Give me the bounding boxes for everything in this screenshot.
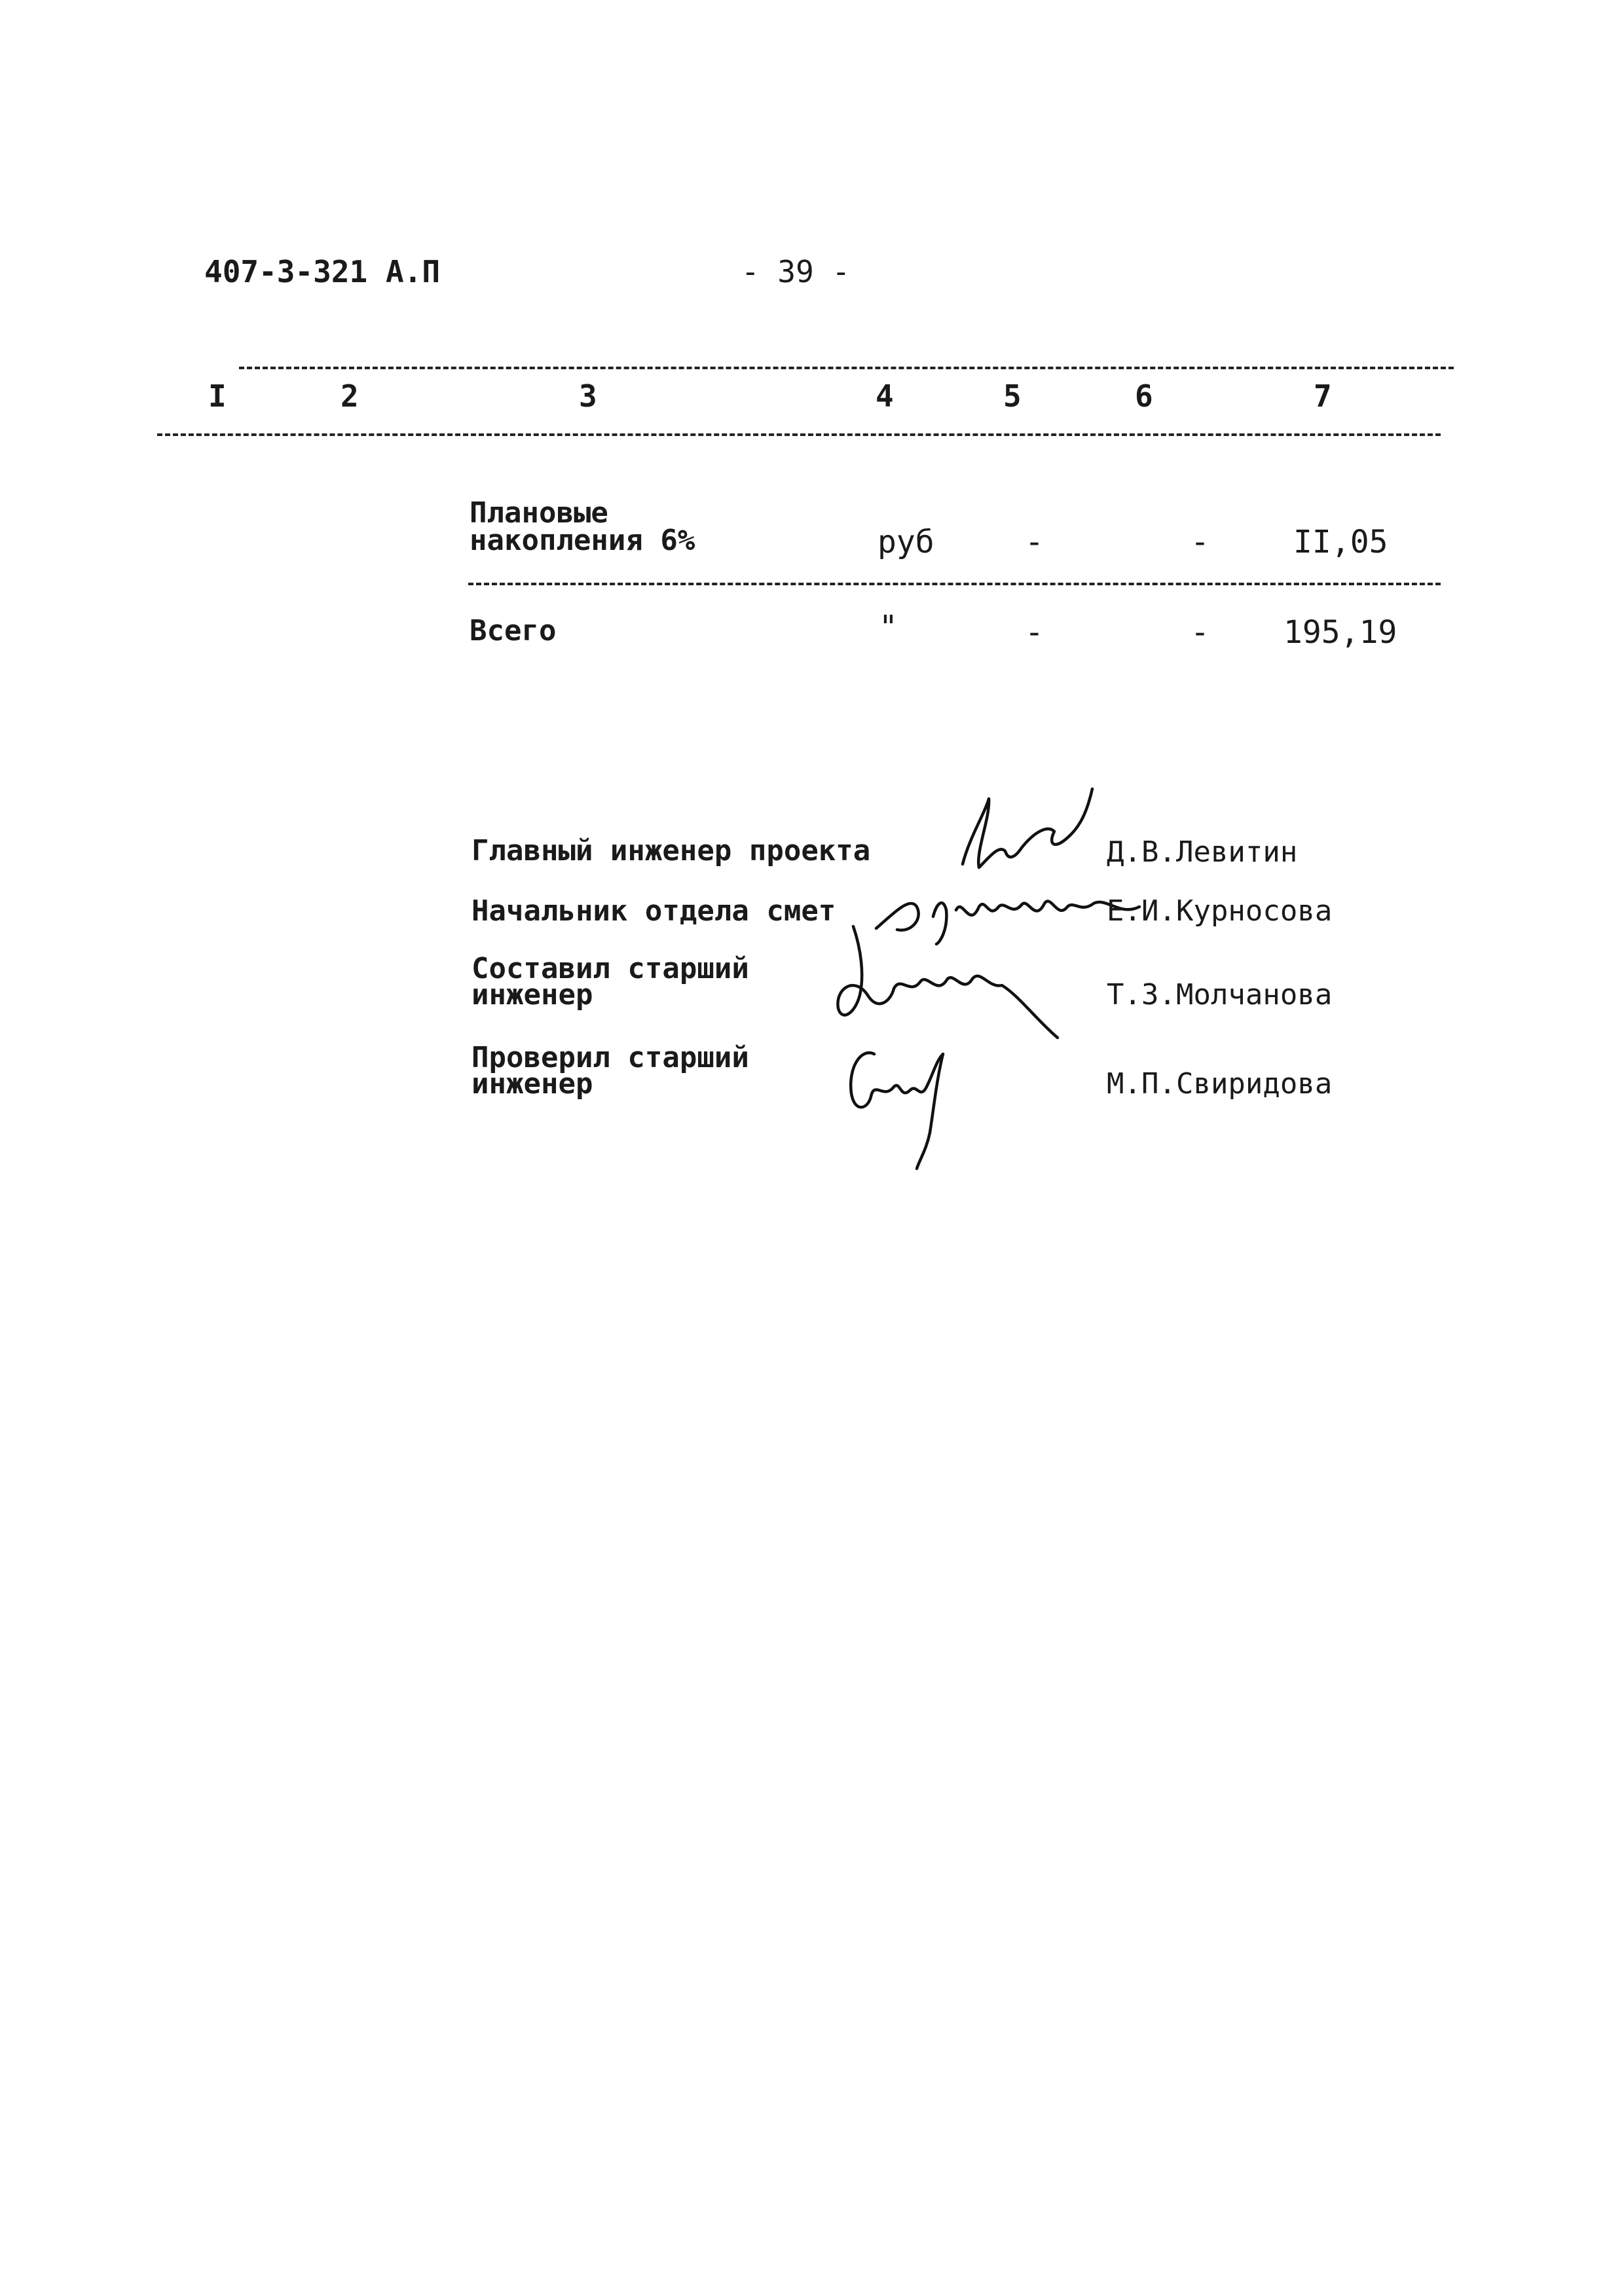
table-header-bottom-rule [157, 433, 1441, 436]
row-col5: - [1025, 614, 1044, 651]
column-number: 4 [876, 378, 894, 414]
page-number: - 39 - [741, 254, 851, 289]
signer-role-continued: инженер [471, 1067, 593, 1101]
signer-role: Составил старший [471, 952, 749, 985]
row-name-line2: накопления 6% [470, 524, 695, 557]
row-name-line1: Всего [470, 614, 557, 647]
row-col7: 195,19 [1283, 614, 1397, 651]
column-number: 7 [1314, 378, 1332, 414]
row-name-line1: Плановые [470, 496, 608, 530]
column-number: I [208, 378, 227, 414]
signer-name: Д.В.Левитин [1107, 835, 1298, 869]
column-number: 5 [1003, 378, 1022, 414]
signer-role-continued: инженер [471, 978, 593, 1011]
row-col7: II,05 [1293, 524, 1388, 560]
document-code: 407-3-321 А.П [204, 254, 441, 289]
table-top-rule [239, 367, 1454, 369]
row-col6: - [1190, 524, 1209, 560]
signer-name: Е.И.Курносова [1107, 894, 1333, 928]
row-col5: - [1025, 524, 1044, 560]
signer-role: Проверил старший [471, 1041, 749, 1074]
signer-role: Главный инженер проекта [471, 834, 871, 867]
column-number: 6 [1135, 378, 1153, 414]
row-unit: руб [877, 524, 934, 560]
subtotal-rule [468, 583, 1441, 585]
column-number: 2 [341, 378, 359, 414]
handwritten-signature [838, 1041, 982, 1172]
handwritten-signature [950, 786, 1094, 884]
signer-role: Начальник отдела смет [471, 894, 836, 928]
signer-name: М.П.Свиридова [1107, 1067, 1333, 1101]
row-col6: - [1190, 614, 1209, 651]
row-unit: " [879, 609, 898, 646]
signer-name: Т.З.Молчанова [1107, 978, 1333, 1011]
column-number: 3 [579, 378, 597, 414]
